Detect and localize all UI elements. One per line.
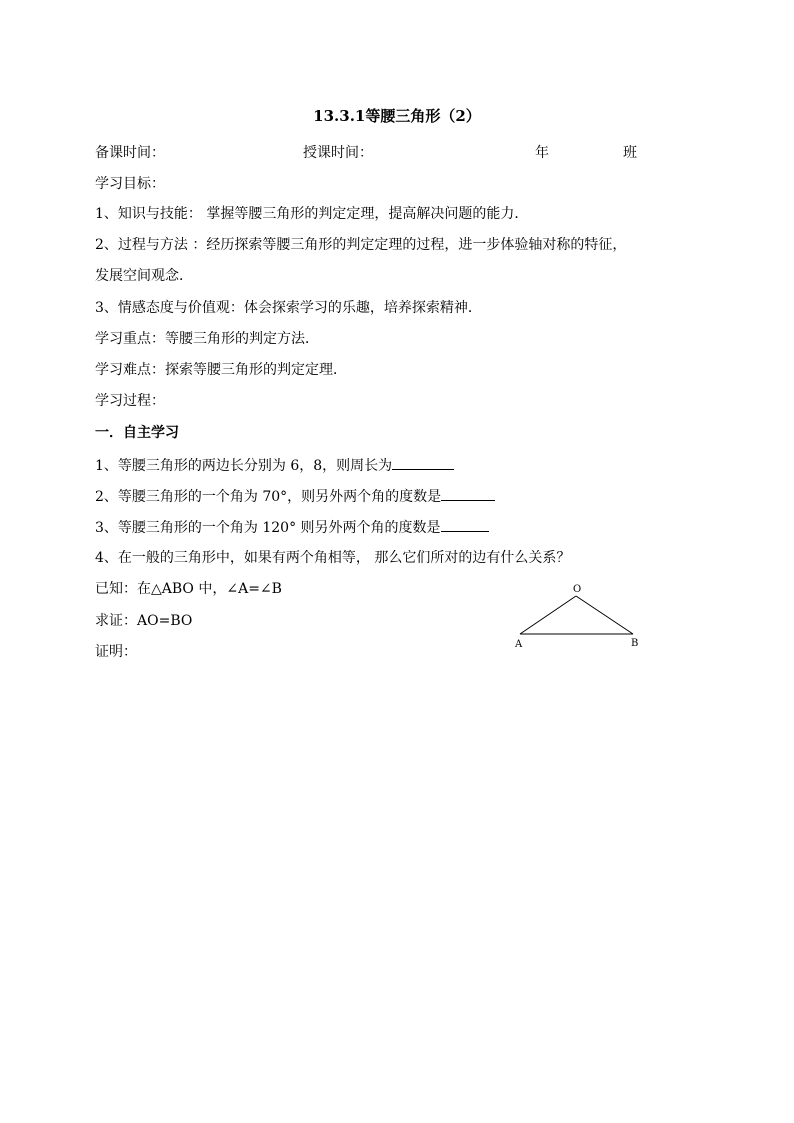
process-heading: 学习过程： xyxy=(95,393,165,409)
question-2 xyxy=(95,486,495,506)
teach-time-label: 授课时间： xyxy=(303,145,373,161)
answer-blank-3[interactable] xyxy=(441,517,489,532)
vertex-label-b: B xyxy=(631,638,639,649)
question-2-text: 2、等腰三角形的一个角为 70°，则另外两个角的度数是 xyxy=(95,489,442,505)
objective-2: 2、过程与方法 ：经历探索等腰三角形的判定定理的过程，进一步体验轴对称的特征， xyxy=(95,237,627,253)
objective-2-continued: 发展空间观念． xyxy=(95,268,193,284)
question-3-text: 3、等腰三角形的一个角为 120° 则另外两个角的度数是 xyxy=(95,520,441,536)
document-title: 13.3.1等腰三角形（2） xyxy=(313,107,481,125)
objectives-heading: 学习目标： xyxy=(95,176,165,192)
answer-blank-2[interactable] xyxy=(441,486,495,501)
question-1-text: 1、等腰三角形的两边长分别为 6，8，则周长为 xyxy=(95,458,393,474)
question-4: 4、在一般的三角形中，如果有两个角相等， 那么它们所对的边有什么关系？ xyxy=(95,550,571,566)
proof-given: 已知：在△ABO 中，∠A=∠B xyxy=(95,581,282,597)
side-ao xyxy=(520,596,576,634)
vertex-label-a: A xyxy=(515,639,523,650)
vertex-label-o: O xyxy=(573,584,582,595)
proof-label: 证明： xyxy=(95,644,137,660)
proof-to-prove: 求证：AO=BO xyxy=(95,613,193,629)
prep-time-label: 备课时间： xyxy=(95,145,165,161)
question-3 xyxy=(95,517,489,537)
difficulty: 学习难点：探索等腰三角形的判定定理． xyxy=(95,362,347,378)
objective-1: 1、知识与技能： 掌握等腰三角形的判定定理，提高解决问题的能力． xyxy=(95,206,529,222)
year-label: 年 xyxy=(535,145,549,161)
section-heading-self-study: 一．自主学习 xyxy=(95,425,179,441)
objective-3: 3、情感态度与价值观：体会探索学习的乐趣，培养探索精神． xyxy=(95,300,482,316)
triangle-abo-figure xyxy=(505,582,645,652)
side-bo xyxy=(576,596,633,634)
answer-blank-1[interactable] xyxy=(392,455,454,470)
question-1 xyxy=(95,455,454,475)
class-label: 班 xyxy=(623,145,637,161)
key-point: 学习重点：等腰三角形的判定方法． xyxy=(95,331,319,347)
